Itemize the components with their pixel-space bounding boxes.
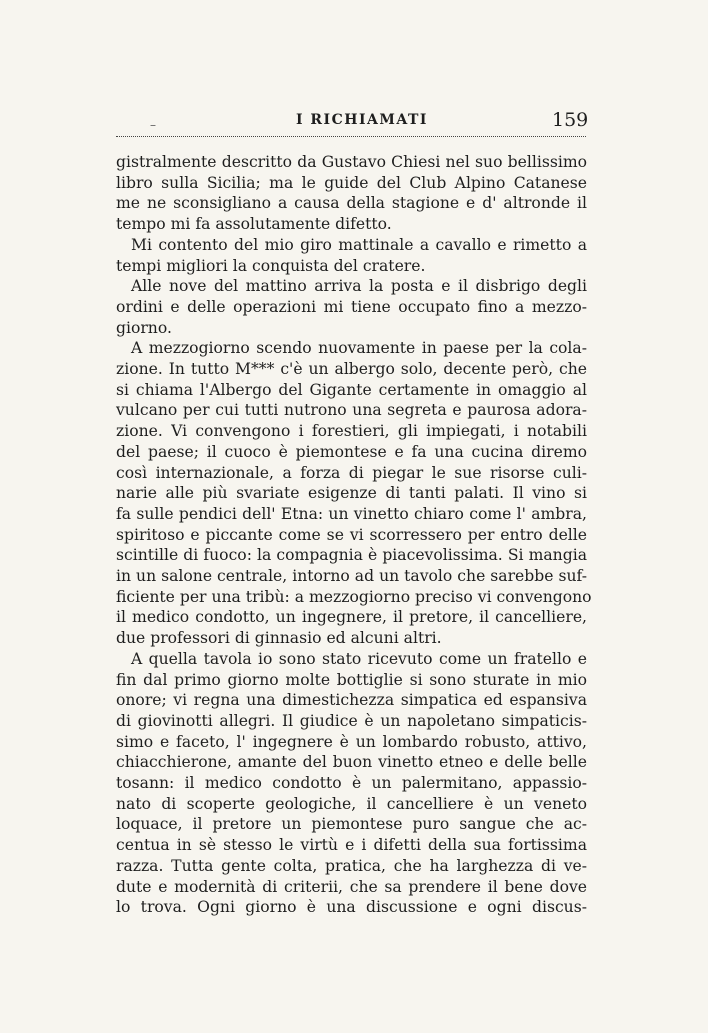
text-line: ordini e delle operazioni mi tiene occupato fino a mezzo- — [116, 297, 587, 316]
text-line: in un salone centrale, intorno ad un tavolo che sarebbe suf- — [116, 567, 587, 585]
text-line: tosann: il medico condotto è un palermitano, appassio- — [116, 774, 587, 792]
running-title: I RICHIAMATI — [296, 112, 428, 128]
text-line: il medico condotto, un ingegnere, il pretore, il cancelliere, — [116, 608, 587, 627]
text-line: spiritoso e piccante come se vi scorressero per entro delle — [116, 525, 587, 544]
text-line: giorno. — [116, 318, 172, 337]
header-rule — [116, 136, 586, 137]
text-line: due professori di ginnasio ed alcuni altri. — [116, 629, 442, 648]
text-line: si chiama l'Albergo del Gigante certamente in omaggio al — [116, 380, 587, 399]
text-line: loquace, il pretore un piemontese puro sangue che ac- — [116, 815, 587, 834]
text-line: nato di scoperte geologiche, il cancelliere è un veneto — [116, 794, 587, 813]
text-line: chiacchierone, amante del buon vinetto etneo e delle belle — [116, 753, 587, 772]
text-line: di giovinotti allegri. Il giudice è un napoletano simpaticis- — [116, 711, 587, 730]
text-line: A quella tavola io sono stato ricevuto come un fratello e — [131, 649, 587, 668]
text-line: Alle nove del mattino arriva la posta e il disbrigo degli — [131, 277, 587, 296]
text-line: A mezzogiorno scendo nuovamente in paese per la cola- — [131, 339, 587, 358]
text-line: fin dal primo giorno molte bottiglie si sono sturate in mio — [116, 670, 587, 689]
text-line: centua in sè stesso le virtù e i difetti della sua fortissima — [116, 836, 587, 855]
text-line: Mi contento del mio giro mattinale a cavallo e rimetto a — [131, 235, 587, 254]
text-line: simo e faceto, l' ingegnere è un lombardo robusto, attivo, — [116, 732, 587, 751]
text-line: ficiente per una tribù: a mezzogiorno preciso vi convengono — [116, 587, 592, 606]
text-line: narie alle più svariate esigenze di tanti palati. Il vino si — [116, 484, 587, 503]
text-line: lo trova. Ogni giorno è una discussione e ogni discus- — [116, 898, 587, 917]
text-line: razza. Tutta gente colta, pratica, che ha larghezza di ve- — [116, 856, 587, 875]
text-line: fa sulle pendici dell' Etna: un vinetto chiaro come l' ambra, — [116, 504, 587, 523]
text-line: così internazionale, a forza di piegar le sue risorse culi- — [116, 463, 587, 482]
text-line: tempi migliori la conquista del cratere. — [116, 256, 426, 275]
text-line: gistralmente descritto da Gustavo Chiesi nel suo bellissimo — [116, 153, 587, 171]
text-line: me ne sconsigliano a causa della stagione e d' altronde il — [116, 194, 587, 213]
text-line: tempo mi fa assolutamente difetto. — [116, 215, 392, 234]
text-line: dute e modernità di criterii, che sa prendere il bene dove — [116, 877, 587, 896]
margin-mark: – — [150, 118, 156, 132]
text-line: zione. In tutto M*** c'è un albergo solo, decente però, che — [116, 360, 587, 378]
text-line: onore; vi regna una dimestichezza simpatica ed espansiva — [116, 691, 587, 710]
text-line: zione. Vi convengono i forestieri, gli impiegati, i notabili — [116, 422, 587, 441]
text-line: vulcano per cui tutti nutrono una segreta e paurosa adora- — [116, 401, 587, 420]
text-line: libro sulla Sicilia; ma le guide del Club Alpino Catanese — [116, 173, 587, 192]
text-line: del paese; il cuoco è piemontese e fa una cucina diremo — [116, 442, 587, 461]
text-line: scintille di fuoco: la compagnia è piacevolissima. Si mangia — [116, 546, 587, 565]
page-number: 159 — [552, 109, 589, 131]
